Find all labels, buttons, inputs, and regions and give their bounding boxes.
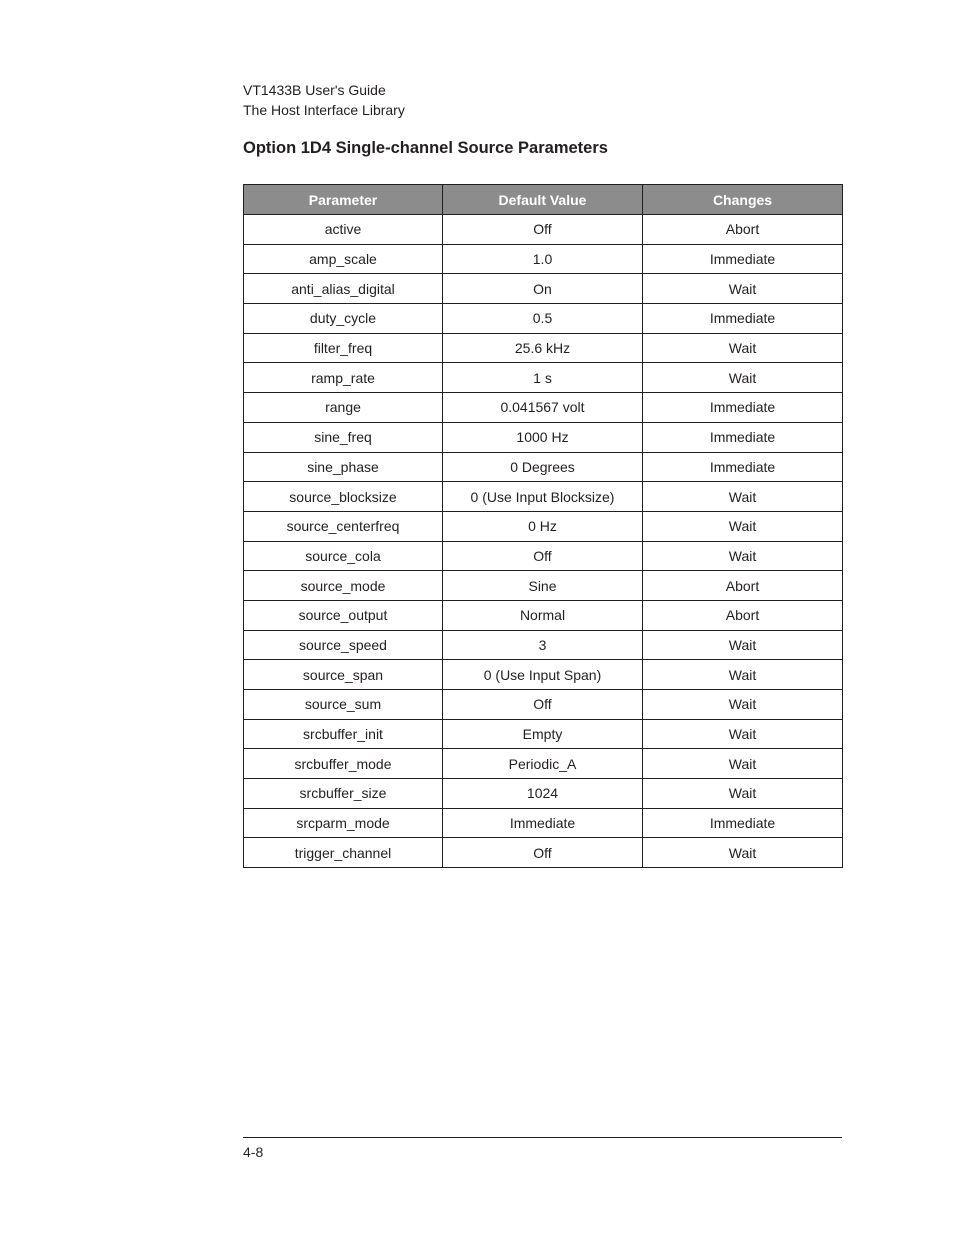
cell-parameter: source_mode: [244, 571, 443, 601]
cell-default-value: Periodic_A: [443, 749, 643, 779]
table-row: [244, 779, 843, 809]
cell-changes: Wait: [643, 482, 843, 512]
cell-default-value: 1024: [443, 779, 643, 809]
cell-changes: Immediate: [643, 422, 843, 452]
footer-rule: [243, 1137, 842, 1138]
cell-changes: Wait: [643, 541, 843, 571]
cell-default-value: 0 (Use Input Span): [443, 660, 643, 690]
cell-parameter: ramp_rate: [244, 363, 443, 393]
table-row: [244, 422, 843, 452]
doc-title: VT1433B User's Guide: [243, 82, 386, 98]
cell-default-value: 0 Hz: [443, 511, 643, 541]
cell-default-value: 1.0: [443, 244, 643, 274]
cell-default-value: Immediate: [443, 808, 643, 838]
table-row: [244, 660, 843, 690]
cell-changes: Wait: [643, 274, 843, 304]
table-header-row: [244, 185, 843, 215]
cell-parameter: srcbuffer_init: [244, 719, 443, 749]
cell-parameter: range: [244, 393, 443, 423]
cell-parameter: source_centerfreq: [244, 511, 443, 541]
table-row: [244, 274, 843, 304]
cell-parameter: sine_phase: [244, 452, 443, 482]
cell-parameter: srcbuffer_mode: [244, 749, 443, 779]
cell-default-value: 0 (Use Input Blocksize): [443, 482, 643, 512]
cell-parameter: source_span: [244, 660, 443, 690]
table-row: [244, 630, 843, 660]
cell-default-value: On: [443, 274, 643, 304]
cell-default-value: 25.6 kHz: [443, 333, 643, 363]
table-row: [244, 215, 843, 245]
table-row: [244, 244, 843, 274]
cell-default-value: Off: [443, 541, 643, 571]
table-row: [244, 719, 843, 749]
running-header: [243, 80, 405, 120]
cell-changes: Abort: [643, 571, 843, 601]
cell-parameter: active: [244, 215, 443, 245]
cell-default-value: Empty: [443, 719, 643, 749]
cell-parameter: srcparm_mode: [244, 808, 443, 838]
cell-changes: Immediate: [643, 452, 843, 482]
cell-default-value: 0.041567 volt: [443, 393, 643, 423]
cell-parameter: source_sum: [244, 690, 443, 720]
table-row: [244, 333, 843, 363]
chapter-title: The Host Interface Library: [243, 102, 405, 118]
cell-changes: Wait: [643, 630, 843, 660]
column-header-changes: Changes: [643, 185, 843, 215]
column-header-default-value: Default Value: [443, 185, 643, 215]
cell-default-value: Off: [443, 838, 643, 868]
section-title: Option 1D4 Single-channel Source Parameters: [243, 139, 608, 157]
cell-changes: Wait: [643, 660, 843, 690]
cell-changes: Wait: [643, 719, 843, 749]
cell-changes: Wait: [643, 749, 843, 779]
table-row: [244, 393, 843, 423]
cell-changes: Abort: [643, 600, 843, 630]
cell-parameter: source_speed: [244, 630, 443, 660]
table-row: [244, 808, 843, 838]
cell-changes: Abort: [643, 215, 843, 245]
table-row: [244, 363, 843, 393]
cell-default-value: Off: [443, 690, 643, 720]
cell-changes: Immediate: [643, 244, 843, 274]
cell-changes: Immediate: [643, 393, 843, 423]
cell-changes: Wait: [643, 363, 843, 393]
table-row: [244, 452, 843, 482]
cell-default-value: 1 s: [443, 363, 643, 393]
parameters-table: [243, 184, 843, 868]
cell-default-value: 1000 Hz: [443, 422, 643, 452]
cell-changes: Wait: [643, 838, 843, 868]
table-row: [244, 690, 843, 720]
table-body: [244, 215, 843, 868]
cell-changes: Immediate: [643, 808, 843, 838]
table-row: [244, 511, 843, 541]
cell-parameter: sine_freq: [244, 422, 443, 452]
table-row: [244, 571, 843, 601]
cell-changes: Wait: [643, 779, 843, 809]
cell-parameter: trigger_channel: [244, 838, 443, 868]
table-row: [244, 482, 843, 512]
cell-changes: Wait: [643, 511, 843, 541]
cell-parameter: source_cola: [244, 541, 443, 571]
cell-parameter: anti_alias_digital: [244, 274, 443, 304]
cell-changes: Immediate: [643, 304, 843, 334]
cell-parameter: duty_cycle: [244, 304, 443, 334]
column-header-parameter: Parameter: [244, 185, 443, 215]
cell-parameter: amp_scale: [244, 244, 443, 274]
table-row: [244, 838, 843, 868]
cell-default-value: Off: [443, 215, 643, 245]
cell-parameter: filter_freq: [244, 333, 443, 363]
cell-parameter: source_blocksize: [244, 482, 443, 512]
table-row: [244, 304, 843, 334]
table-row: [244, 600, 843, 630]
cell-changes: Wait: [643, 333, 843, 363]
cell-default-value: Normal: [443, 600, 643, 630]
cell-parameter: srcbuffer_size: [244, 779, 443, 809]
cell-default-value: 3: [443, 630, 643, 660]
cell-default-value: 0.5: [443, 304, 643, 334]
page-number: 4-8: [243, 1144, 264, 1160]
table-row: [244, 749, 843, 779]
cell-default-value: 0 Degrees: [443, 452, 643, 482]
table-row: [244, 541, 843, 571]
cell-default-value: Sine: [443, 571, 643, 601]
cell-changes: Wait: [643, 690, 843, 720]
cell-parameter: source_output: [244, 600, 443, 630]
